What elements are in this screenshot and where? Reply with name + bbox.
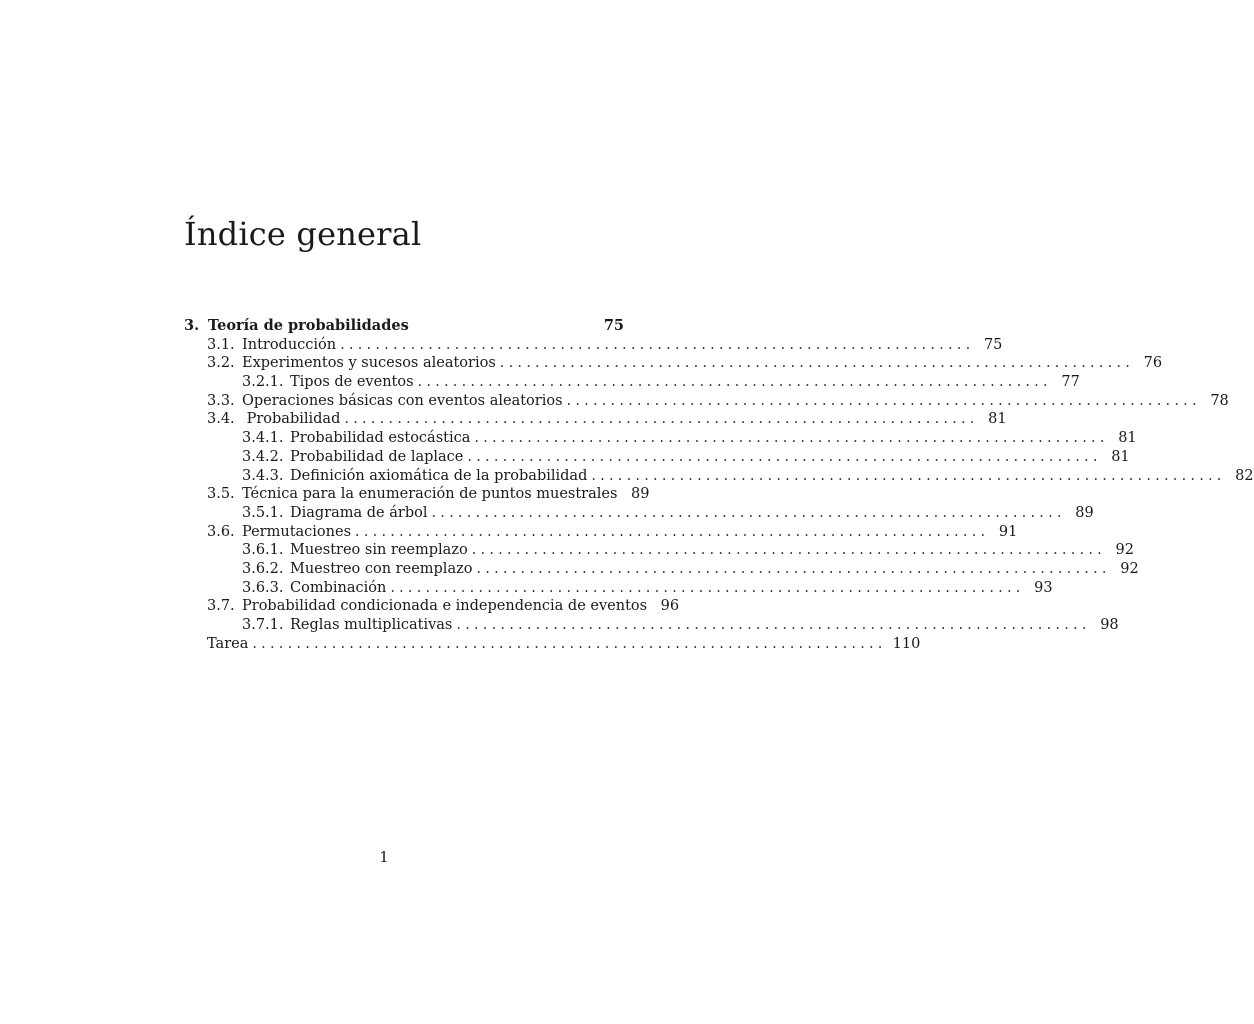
toc-leader: ........................................................................: [252, 635, 887, 652]
toc-entry-label: Reglas multiplicativas: [290, 617, 453, 633]
toc-leader: ........................................................................: [499, 355, 1135, 372]
toc-subentry[interactable]: [184, 541, 1134, 560]
toc-entry-number: 3.5.: [207, 486, 235, 503]
table-of-contents: [184, 317, 1254, 653]
toc-entry-label: Probabilidad condicionada e independencia de eventos: [242, 598, 648, 615]
toc-leader: ........................................................................: [431, 504, 1066, 521]
toc-entry-label: Tarea: [207, 635, 249, 652]
toc-entry-number: 3.7.: [207, 598, 235, 615]
toc-entry-number: 3.2.1.: [242, 374, 284, 391]
toc-entry-page: 81: [1118, 430, 1137, 447]
toc-entry[interactable]: [184, 523, 1018, 542]
toc-leader: ........................................................................: [340, 336, 975, 353]
toc-entry[interactable]: [184, 597, 680, 616]
page-title: Índice general: [184, 215, 422, 253]
toc-subentry[interactable]: [184, 467, 1254, 486]
toc-entry-number: 3.6.1.: [242, 542, 284, 559]
toc-entry-page: 82: [1235, 467, 1254, 484]
toc-chapter-entry[interactable]: [184, 317, 624, 336]
toc-entry[interactable]: [184, 410, 1007, 429]
toc-entry-label: Tipos de eventos: [290, 374, 414, 391]
toc-entry-number: 3.6.: [207, 523, 235, 540]
toc-entry-number: 3.7.1.: [242, 617, 284, 633]
toc-leader: ........................................................................: [344, 411, 979, 428]
toc-entry-number: 3.4.2.: [242, 448, 284, 465]
toc-entry-number: 3.4.1.: [242, 430, 284, 447]
toc-subentry[interactable]: [184, 448, 1130, 467]
toc-leader: ........................................................................: [467, 448, 1102, 465]
toc-entry-number: 3.4.3.: [242, 467, 284, 484]
toc-chapter-number: 3.: [184, 317, 200, 334]
toc-entry-label: Probabilidad de laplace: [290, 448, 464, 465]
toc-subentry[interactable]: [184, 373, 1080, 392]
toc-entry-number: 3.5.1.: [242, 504, 284, 521]
toc-entry-number: 3.4.: [207, 411, 235, 428]
toc-leader: ........................................................................: [591, 467, 1226, 484]
toc-entry-page: 78: [1210, 392, 1229, 409]
toc-entry-number: 3.6.3.: [242, 579, 284, 596]
toc-subentry[interactable]: [184, 560, 1139, 579]
toc-leader: ........................................................................: [566, 392, 1201, 409]
toc-entry-label: Probabilidad estocástica: [290, 430, 471, 447]
toc-subentry[interactable]: [184, 579, 1053, 598]
toc-entry-page: 93: [1034, 579, 1053, 596]
page-number: 1: [379, 848, 389, 866]
toc-entry-label: Permutaciones: [242, 523, 352, 540]
toc-entry[interactable]: [184, 485, 650, 504]
toc-entry-label: Definición axiomática de la probabilidad: [290, 467, 588, 484]
toc-entry-page: 98: [1100, 617, 1119, 633]
toc-leader: ........................................................................: [474, 430, 1109, 447]
toc-entry-label: Probabilidad: [242, 411, 341, 428]
toc-entry-label: Muestreo sin reemplazo: [290, 542, 468, 559]
toc-leader: ........................................................................: [456, 617, 1091, 633]
toc-entry-label: Combinación: [290, 579, 387, 596]
toc-entry-label: Experimentos y sucesos aleatorios: [242, 355, 496, 372]
toc-entry-page: 92: [1120, 560, 1139, 577]
toc-entry-label: Muestreo con reemplazo: [290, 560, 473, 577]
toc-entry[interactable]: [184, 336, 1003, 355]
toc-entry-label: Técnica para la enumeración de puntos muestrales: [242, 486, 618, 503]
toc-chapter-title: Teoría de probabilidades: [208, 317, 409, 334]
toc-entry[interactable]: [184, 392, 1229, 411]
toc-entry-number: 3.3.: [207, 392, 235, 409]
toc-entry-page: 81: [988, 411, 1007, 428]
toc-entry-page: 77: [1061, 374, 1080, 391]
toc-entry-page: 89: [1075, 504, 1094, 521]
toc-subentry[interactable]: [184, 429, 1137, 448]
toc-entry-number: 3.1.: [207, 336, 235, 353]
toc-entry-page: 75: [983, 336, 1003, 353]
toc-subentry[interactable]: [184, 504, 1094, 523]
toc-entry-page: 110: [892, 635, 921, 652]
toc-entry-number: 3.2.: [207, 355, 235, 372]
toc-leader: ........................................................................: [390, 579, 1025, 596]
toc-entry-tarea[interactable]: [184, 635, 921, 654]
toc-subentry[interactable]: [184, 616, 1119, 635]
toc-leader: ........................................................................: [355, 523, 990, 540]
toc-entry-page: 89: [630, 486, 650, 503]
toc-entry-label: Operaciones básicas con eventos aleatorios: [242, 392, 563, 409]
toc-entry-page: 91: [998, 523, 1018, 540]
toc-entry[interactable]: [184, 354, 1163, 373]
toc-entry-page: 76: [1143, 355, 1163, 372]
toc-leader: ........................................................................: [417, 374, 1052, 391]
toc-entry-label: Diagrama de árbol: [290, 504, 428, 521]
toc-leader: ........................................................................: [476, 560, 1111, 577]
toc-leader: ........................................................................: [471, 542, 1106, 559]
toc-entry-number: 3.6.2.: [242, 560, 284, 577]
toc-entry-page: 96: [660, 598, 680, 615]
toc-chapter-page: 75: [603, 317, 624, 334]
toc-entry-page: 92: [1115, 542, 1134, 559]
toc-entry-page: 81: [1111, 448, 1130, 465]
toc-entry-label: Introducción: [242, 336, 337, 353]
